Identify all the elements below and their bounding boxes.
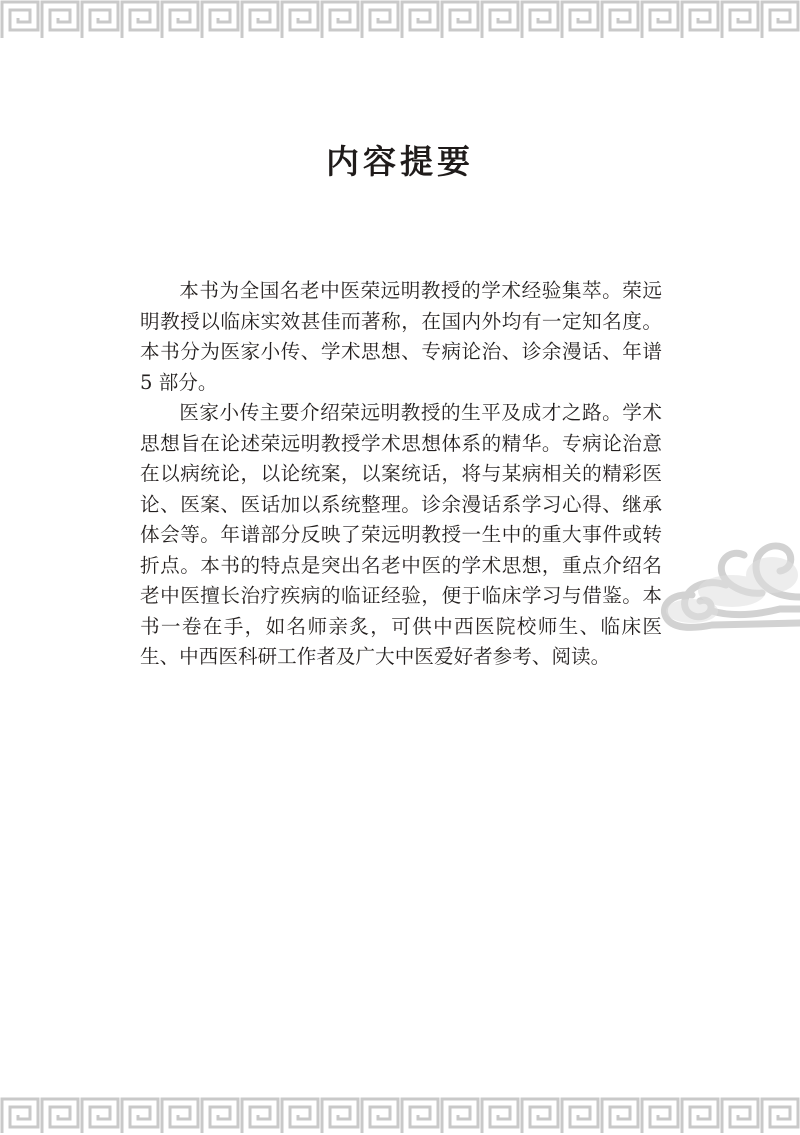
page-title: 内容提要 xyxy=(326,142,474,181)
summary-body xyxy=(140,276,662,673)
auspicious-cloud-icon xyxy=(652,535,800,635)
summary-paragraph-1: 本书为全国名老中医荣远明教授的学术经验集萃。荣远明教授以临床实效甚佳而著称，在国内外均有一定知名度。本书分为医家小传、学术思想、专病论治、诊余漫话、年谱 5 部分。 xyxy=(140,279,662,394)
top-fret-border xyxy=(0,0,800,40)
bottom-fret-border xyxy=(0,1097,800,1135)
summary-paragraph-2: 医家小传主要介绍荣远明教授的生平及成才之路。学术思想旨在论述荣远明教授学术思想体系的精华。专病论治意在以病统论，以论统案，以案统话，将与某病相关的精彩医论、医案、医话加以系统整理。诊余漫话系学习心得、继承体会等。年谱部分反映了荣远明教授一生中的重大事件或转折点。本书的特点是突出名老中医的学术思想，重点介绍名老中医擅长治疗疾病的临证经验，便于临床学习与借鉴。本书一卷在手，如名师亲炙，可供中西医院校师生、临床医生、中西医科研工作者及广大中医爱好者参考、阅读。 xyxy=(140,401,662,668)
